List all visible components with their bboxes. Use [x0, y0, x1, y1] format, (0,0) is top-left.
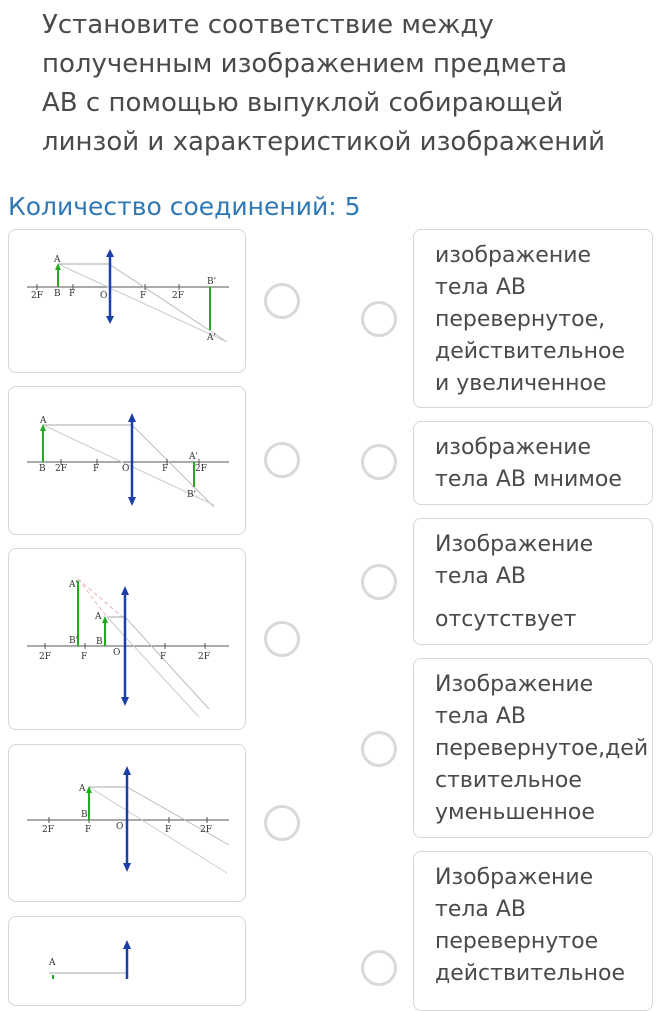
option-text-line: действительное: [435, 961, 625, 986]
option-radio-1[interactable]: [361, 301, 397, 337]
diagram-card-5[interactable]: [8, 916, 246, 1006]
lens-diagram-3: [9, 549, 246, 730]
lens-diagram-2: [9, 387, 246, 535]
option-text-line: отсутствует: [435, 607, 577, 632]
diagram-radio-3[interactable]: [264, 621, 300, 657]
option-card-5[interactable]: [413, 851, 653, 1011]
option-text-line: перевернутое,: [435, 307, 606, 332]
label-2F-left: 2F: [31, 291, 43, 301]
diagram-radio-2[interactable]: [264, 442, 300, 478]
option-text-line: перевернутое: [435, 929, 599, 954]
question-line: Установите соответствие между: [42, 10, 494, 40]
label-F-right: F: [160, 652, 167, 662]
label-A-prime: A': [69, 580, 78, 590]
option-text-line: тела АВ мнимое: [435, 467, 622, 492]
option-card-2[interactable]: [413, 421, 653, 505]
label-F-left: F: [85, 825, 92, 835]
option-text-line: тела АВ: [435, 704, 527, 729]
label-O: O: [113, 648, 121, 658]
lens-diagram-4: [9, 745, 246, 902]
option-radio-5[interactable]: [361, 950, 397, 986]
label-B: B: [54, 289, 61, 299]
label-F-right: F: [140, 291, 147, 301]
label-A: A: [95, 612, 102, 622]
option-text-line: тела АВ: [435, 897, 527, 922]
option-text-line: уменьшенное: [435, 800, 595, 825]
question-text: [42, 6, 642, 162]
option-card-3[interactable]: [413, 518, 653, 645]
label-A-prime: A': [207, 333, 216, 343]
option-text-line: ствительное: [435, 768, 582, 793]
option-card-1[interactable]: [413, 229, 653, 408]
label-A: A: [40, 416, 47, 426]
option-text-line: Изображение: [435, 672, 594, 697]
diagram-card-2[interactable]: [8, 386, 246, 535]
label-B: B: [39, 464, 46, 474]
option-text-line: тела АВ: [435, 275, 527, 300]
label-B-prime: B': [207, 277, 217, 287]
label-F-right: F: [165, 825, 172, 835]
lens-diagram-5: [9, 917, 246, 979]
option-text-line: перевернутое,дей: [435, 736, 649, 761]
label-2F-left: 2F: [42, 825, 54, 835]
label-2F-right: 2F: [172, 291, 184, 301]
option-radio-3[interactable]: [361, 564, 397, 600]
label-2F-right: 2F: [198, 652, 210, 662]
label-B: B: [96, 637, 103, 647]
label-F-right: F: [162, 464, 169, 474]
label-B: B: [81, 810, 88, 820]
diagram-card-1[interactable]: [8, 229, 246, 373]
label-A: A: [79, 784, 86, 794]
diagram-card-4[interactable]: [8, 744, 246, 902]
label-A: A: [49, 958, 56, 968]
label-O: O: [100, 291, 108, 301]
question-line: линзой и характеристикой изображений: [42, 127, 605, 157]
option-radio-4[interactable]: [361, 731, 397, 767]
option-text-line: действительное: [435, 339, 625, 364]
option-text-line: тела АВ: [435, 564, 527, 589]
option-text-line: изображение: [435, 435, 592, 460]
option-radio-2[interactable]: [361, 444, 397, 480]
label-F-left: F: [93, 464, 100, 474]
label-F-left: F: [69, 289, 76, 299]
diagram-radio-4[interactable]: [264, 805, 300, 841]
label-A: A: [54, 255, 61, 265]
label-2F-right: 2F: [200, 825, 212, 835]
label-A-prime: A': [189, 452, 198, 462]
label-2F-left: 2F: [39, 652, 51, 662]
label-O: O: [116, 822, 124, 832]
lens-diagram-1: [9, 230, 246, 373]
option-text-line: и увеличенное: [435, 371, 607, 396]
label-B-prime: B': [69, 636, 79, 646]
label-B-prime: B': [187, 490, 197, 500]
question-line: АВ с помощью выпуклой собирающей: [42, 88, 564, 118]
option-card-4[interactable]: [413, 658, 653, 838]
question-line: полученным изображением предмета: [42, 49, 568, 79]
label-O: O: [122, 464, 130, 474]
label-F-left: F: [81, 652, 88, 662]
option-text-line: Изображение: [435, 532, 594, 557]
option-text-line: Изображение: [435, 865, 594, 890]
diagram-radio-1[interactable]: [264, 283, 300, 319]
label-2F-right: 2F: [195, 464, 207, 474]
option-text-line: изображение: [435, 243, 592, 268]
connections-count: Количество соединений: 5: [8, 192, 361, 221]
diagram-card-3[interactable]: [8, 548, 246, 730]
label-2F-left: 2F: [55, 464, 67, 474]
